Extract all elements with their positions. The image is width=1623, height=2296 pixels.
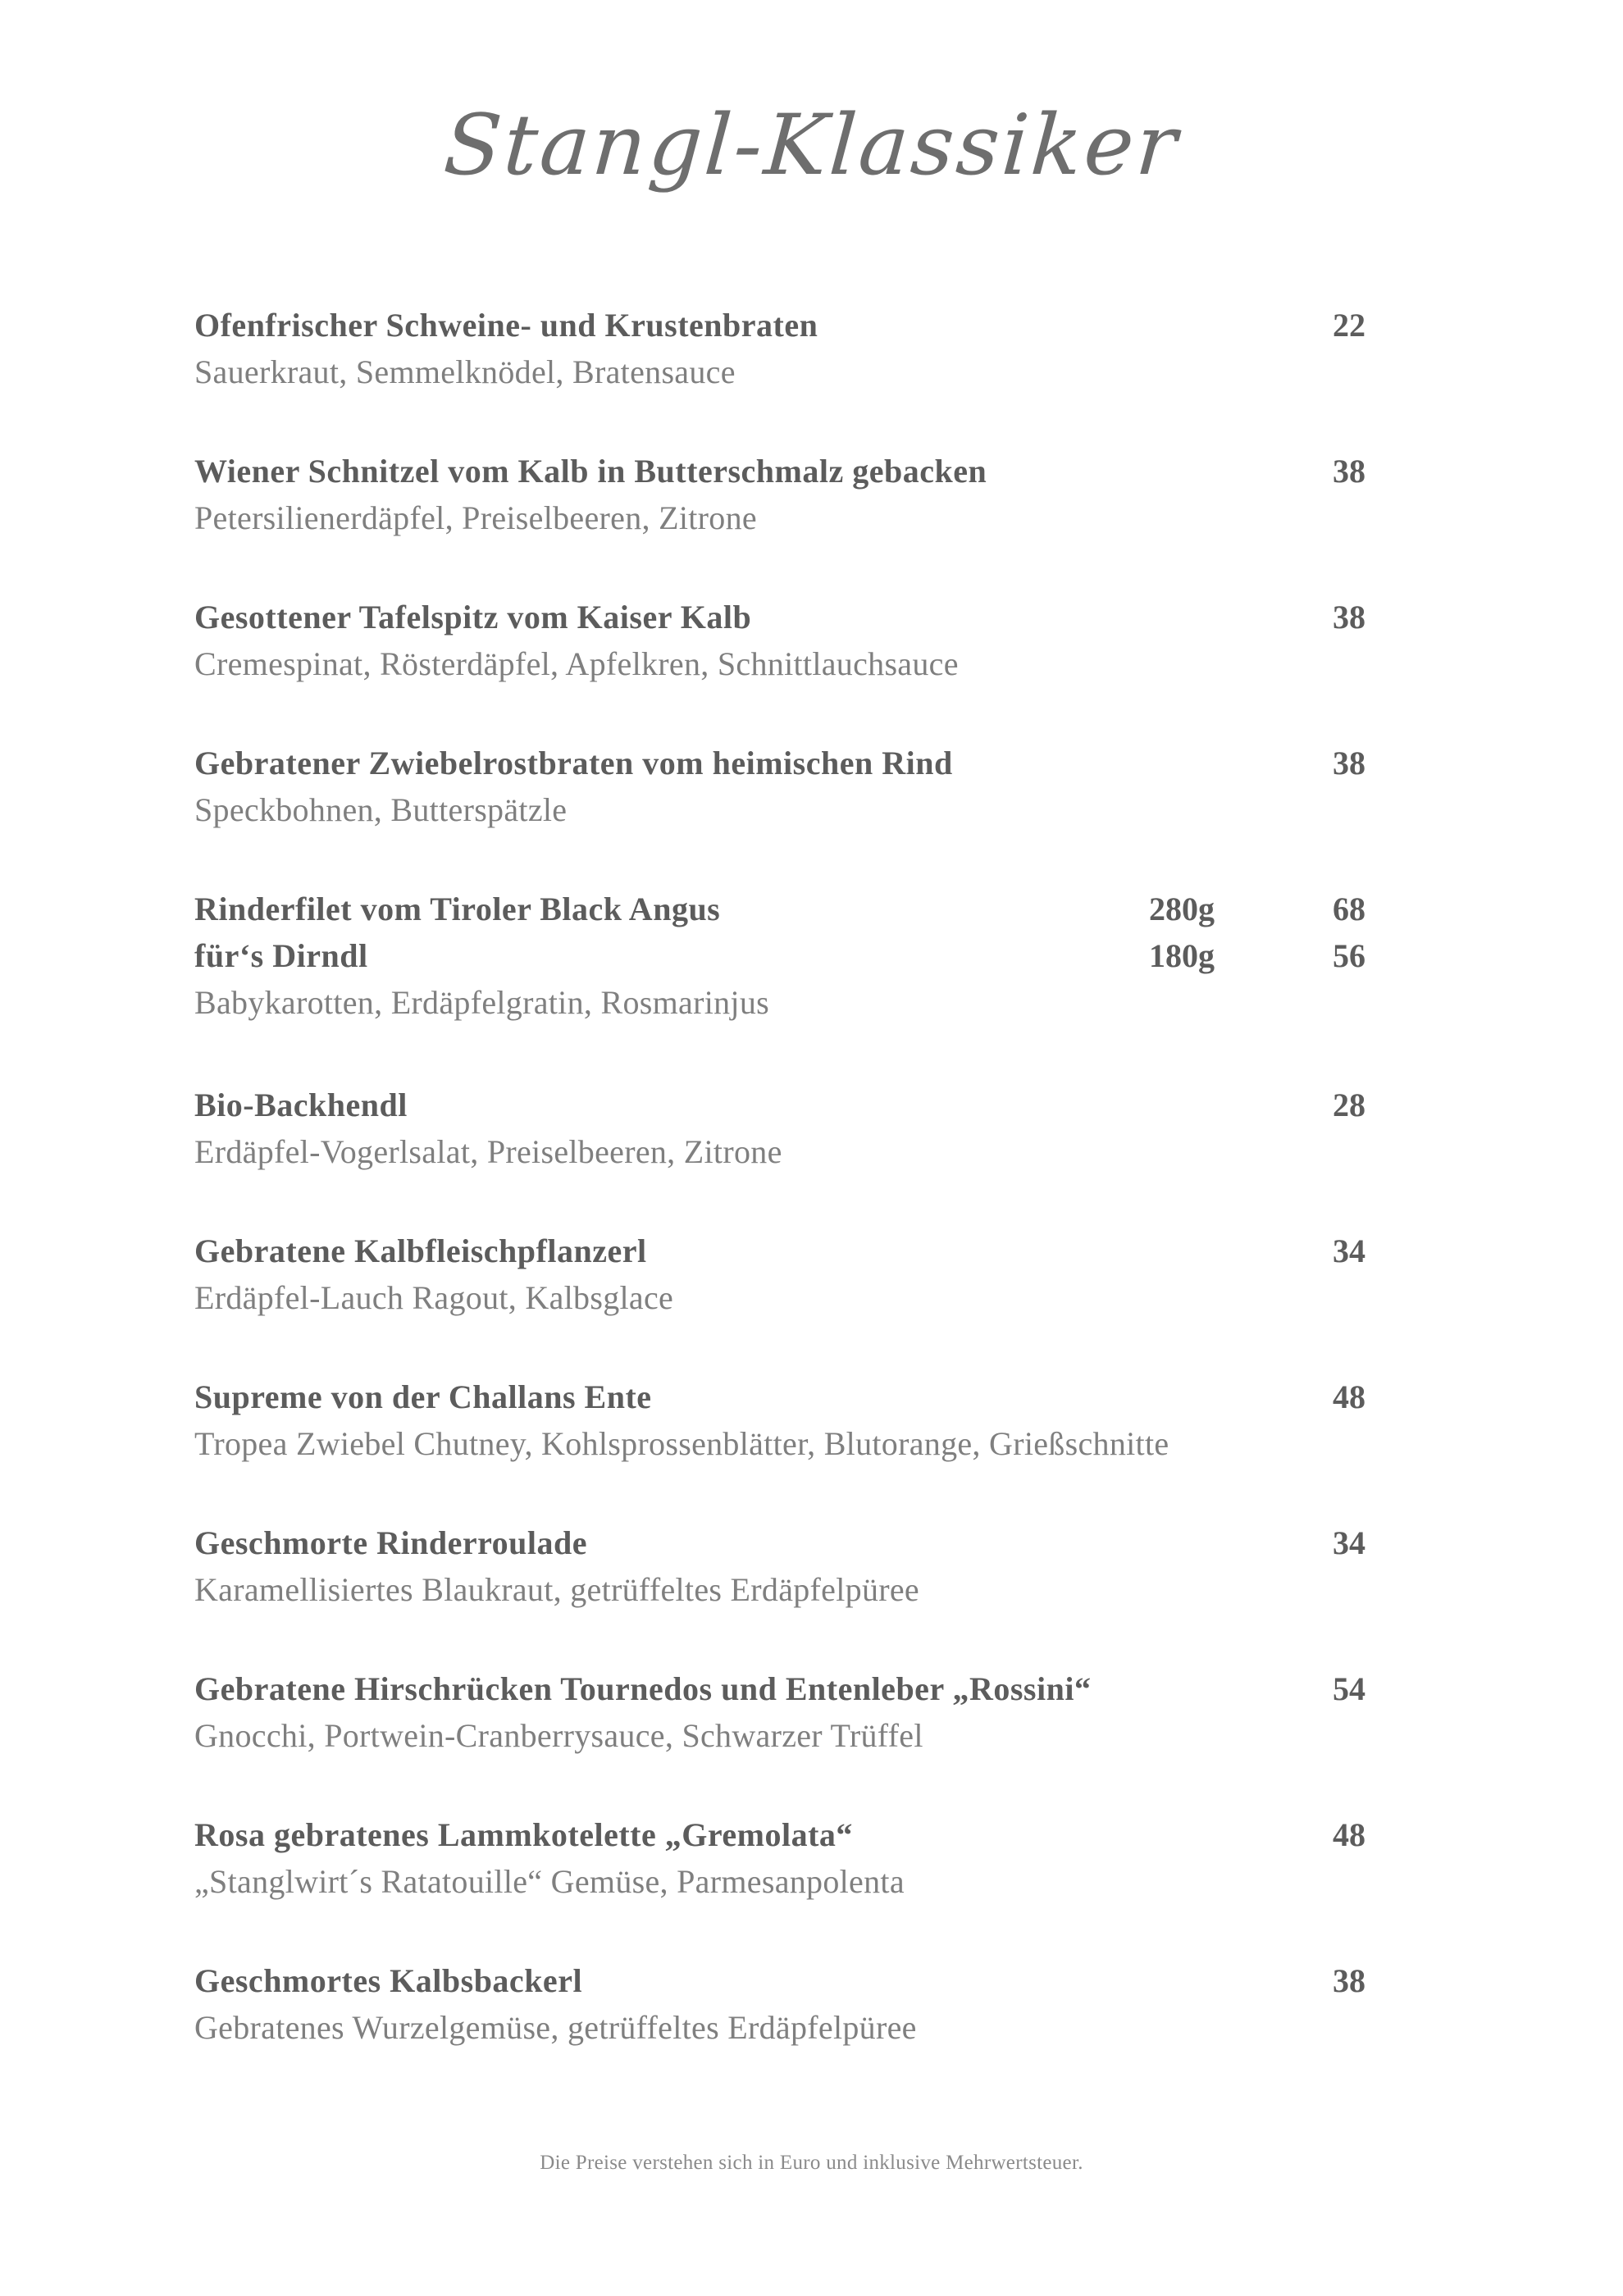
item-description: Babykarotten, Erdäpfelgratin, Rosmarinjus: [194, 984, 770, 1021]
item-name: Geschmortes Kalbsbackerl: [194, 1962, 583, 1999]
item-price: 56: [1333, 937, 1365, 974]
menu-item: [194, 594, 1365, 687]
item-name: Gebratene Hirschrücken Tournedos und Entenleber „Rossini“: [194, 1670, 1092, 1707]
item-description: Erdäpfel-Lauch Ragout, Kalbsglace: [194, 1279, 674, 1316]
item-name: Gesottener Tafelspitz vom Kaiser Kalb: [194, 599, 752, 636]
item-name: Bio-Backhendl: [194, 1086, 408, 1123]
item-name: Gebratene Kalbfleischpflanzerl: [194, 1232, 647, 1269]
menu-item: [194, 1811, 1365, 1905]
menu-item: [194, 1665, 1365, 1759]
item-weight: 280g: [1149, 891, 1215, 927]
item-description: Karamellisiertes Blaukraut, getrüffeltes Erdäpfelpüree: [194, 1571, 919, 1608]
page-title: Stangl-Klassiker: [440, 97, 1183, 194]
menu-item-list: [194, 302, 1365, 2103]
menu-item: [194, 1228, 1365, 1321]
item-description: Speckbohnen, Butterspätzle: [194, 791, 568, 828]
menu-item: [194, 302, 1365, 395]
item-price: 34: [1333, 1232, 1365, 1269]
item-name: Wiener Schnitzel vom Kalb in Butterschmalz gebacken: [194, 453, 987, 490]
item-description: Gebratenes Wurzelgemüse, getrüffeltes Erdäpfelpüree: [194, 2009, 917, 2046]
item-description: Gnocchi, Portwein-Cranberrysauce, Schwarzer Trüffel: [194, 1717, 923, 1754]
menu-item: [194, 1374, 1365, 1467]
item-description: Cremespinat, Rösterdäpfel, Apfelkren, Schnittlauchsauce: [194, 645, 959, 682]
item-price: 48: [1333, 1816, 1365, 1853]
item-description: Petersilienerdäpfel, Preiselbeeren, Zitrone: [194, 499, 757, 536]
item-name: Gebratener Zwiebelrostbraten vom heimischen Rind: [194, 745, 953, 781]
item-description: Sauerkraut, Semmelknödel, Bratensauce: [194, 353, 736, 390]
menu-item: [194, 448, 1365, 541]
item-price: 54: [1333, 1670, 1365, 1707]
item-name: Rinderfilet vom Tiroler Black Angus: [194, 891, 721, 927]
item-name-line2: für‘s Dirndl: [194, 937, 368, 974]
menu-item: [194, 886, 1365, 1026]
menu-item: [194, 1082, 1365, 1175]
menu-item: [194, 1957, 1365, 2051]
item-price: 38: [1333, 453, 1365, 490]
item-price: 34: [1333, 1524, 1365, 1561]
item-name: Rosa gebratenes Lammkotelette „Gremolata“: [194, 1816, 853, 1853]
item-price: 38: [1333, 745, 1365, 781]
item-price: 28: [1333, 1086, 1365, 1123]
footer-note: Die Preise verstehen sich in Euro und inklusive Mehrwertsteuer.: [540, 2152, 1083, 2174]
item-name: Geschmorte Rinderroulade: [194, 1524, 587, 1561]
item-name: Ofenfrischer Schweine- und Krustenbraten: [194, 307, 818, 344]
item-price: 68: [1333, 891, 1365, 927]
menu-item: [194, 740, 1365, 833]
menu-item: [194, 1519, 1365, 1613]
item-price: 38: [1333, 1962, 1365, 1999]
item-description: Erdäpfel-Vogerlsalat, Preiselbeeren, Zitrone: [194, 1133, 782, 1170]
item-description: „Stanglwirt´s Ratatouille“ Gemüse, Parmesanpolenta: [194, 1863, 905, 1900]
item-price: 38: [1333, 599, 1365, 636]
item-weight: 180g: [1149, 937, 1215, 974]
item-description: Tropea Zwiebel Chutney, Kohlsprossenblätter, Blutorange, Grießschnitte: [194, 1425, 1169, 1462]
item-price: 22: [1333, 307, 1365, 344]
item-price: 48: [1333, 1378, 1365, 1415]
item-name: Supreme von der Challans Ente: [194, 1378, 652, 1415]
